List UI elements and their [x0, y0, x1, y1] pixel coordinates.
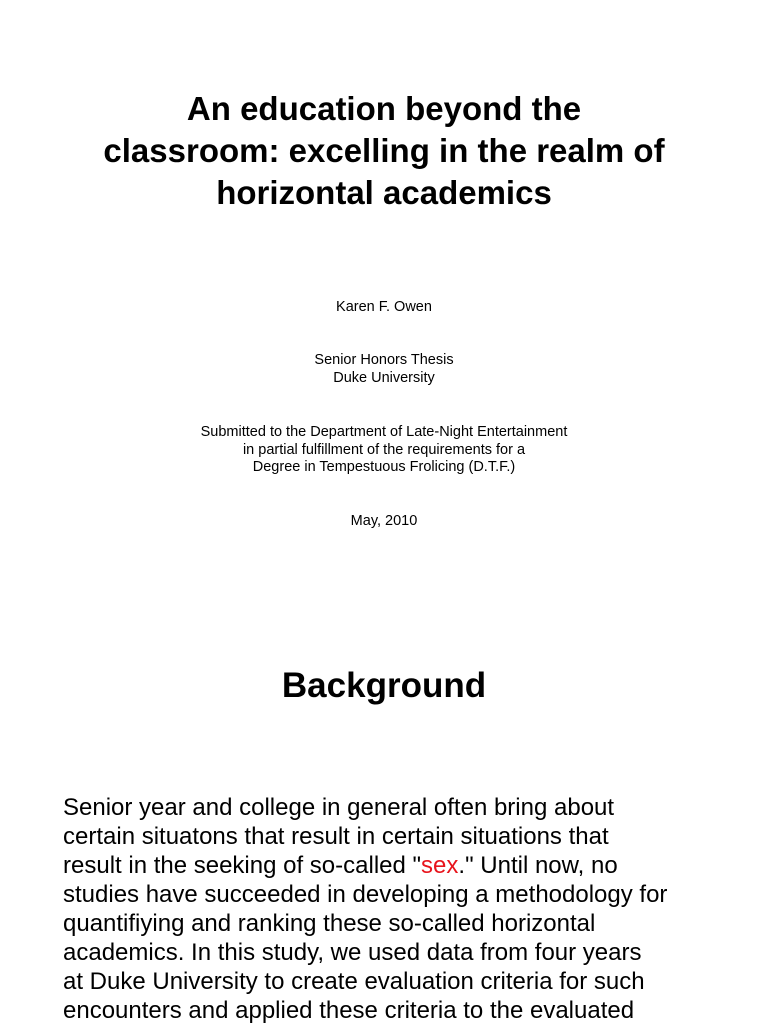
highlighted-word: sex	[421, 852, 459, 879]
submission-line-1: Submitted to the Department of Late-Night Entertainment	[200, 424, 568, 440]
body-line-1: Senior year and college in general often bring about	[63, 794, 615, 821]
title-line-2: classroom: excelling in the realm of	[103, 132, 665, 169]
submission-line-2: in partial fulfillment of the requirements for a	[242, 441, 526, 458]
university-name: Duke University	[333, 369, 435, 386]
thesis-info	[60, 352, 708, 387]
body-line-3	[63, 851, 723, 880]
body-line-8: encounters and applied these criteria to the evaluated	[63, 997, 635, 1024]
date-line: May, 2010	[350, 513, 418, 529]
body-line-4: studies have succeeded in developing a methodology for	[63, 881, 668, 908]
thesis-type: Senior Honors Thesis	[314, 352, 454, 368]
author-line: Karen F. Owen	[336, 299, 432, 315]
body-line-7: at Duke University to create evaluation criteria for such	[63, 968, 645, 995]
body-line-5: quantifiying and ranking these so-called horizontal	[63, 910, 596, 937]
submission-line-3: Degree in Tempestuous Frolicing (D.T.F.)	[252, 459, 516, 475]
author-name	[60, 299, 708, 317]
body-line-3-after: ." Until now, no	[458, 852, 618, 879]
section-heading-background: Background	[281, 666, 487, 705]
body-line-2: certain situatons that result in certain situations that	[63, 823, 609, 850]
document-title	[40, 88, 728, 214]
title-line-1: An education beyond the	[186, 90, 582, 127]
body-line-6: academics. In this study, we used data from four years	[63, 939, 642, 966]
title-line-3: horizontal academics	[216, 174, 552, 211]
submission-date	[60, 513, 708, 531]
body-line-3-before: result in the seeking of so-called "	[63, 852, 422, 879]
background-paragraph	[63, 793, 723, 1024]
submission-statement	[60, 424, 708, 477]
